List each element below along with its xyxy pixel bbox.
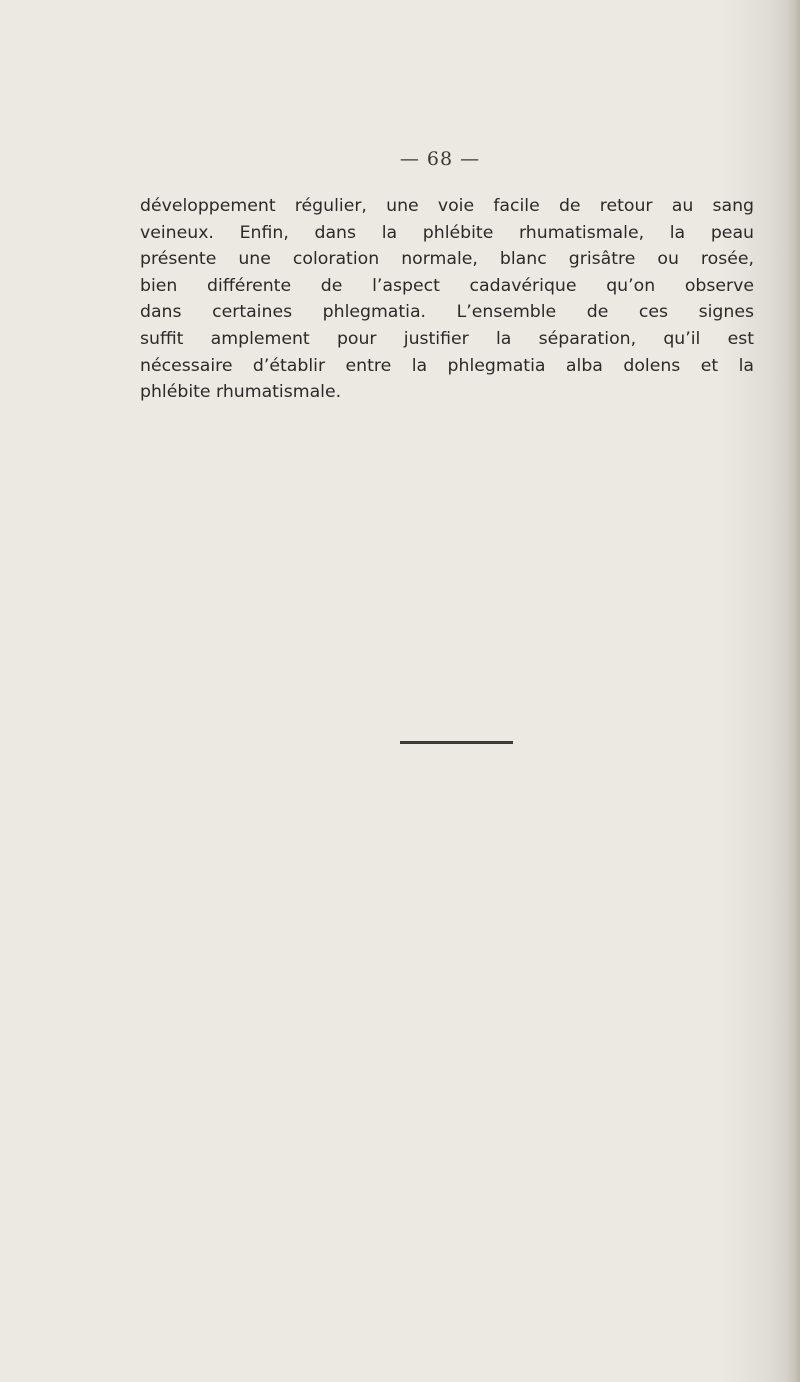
page-edge-shadow xyxy=(786,0,800,1382)
paragraph-line: nécessaire d’établir entre la phlegmatia alba dolens et la xyxy=(140,355,754,376)
paragraph-line: dans certaines phlegmatia. L’ensemble de ces signes xyxy=(140,302,754,323)
paragraph xyxy=(140,193,754,406)
section-divider-rule xyxy=(400,741,513,744)
paragraph-line: phlébite rhumatismale. xyxy=(140,382,342,403)
paragraph-line: suffit amplement pour justifier la séparation, qu’il est xyxy=(140,328,754,349)
page-number: — 68 — xyxy=(399,148,481,170)
paragraph-line: présente une coloration normale, blanc grisâtre ou rosée, xyxy=(140,249,754,270)
paragraph-line: développement régulier, une voie facile de retour au sang xyxy=(140,196,754,216)
paragraph-line: veineux. Enfin, dans la phlébite rhumatismale, la peau xyxy=(140,222,754,243)
paragraph-line: bien différente de l’aspect cadavérique qu’on observe xyxy=(140,275,754,296)
